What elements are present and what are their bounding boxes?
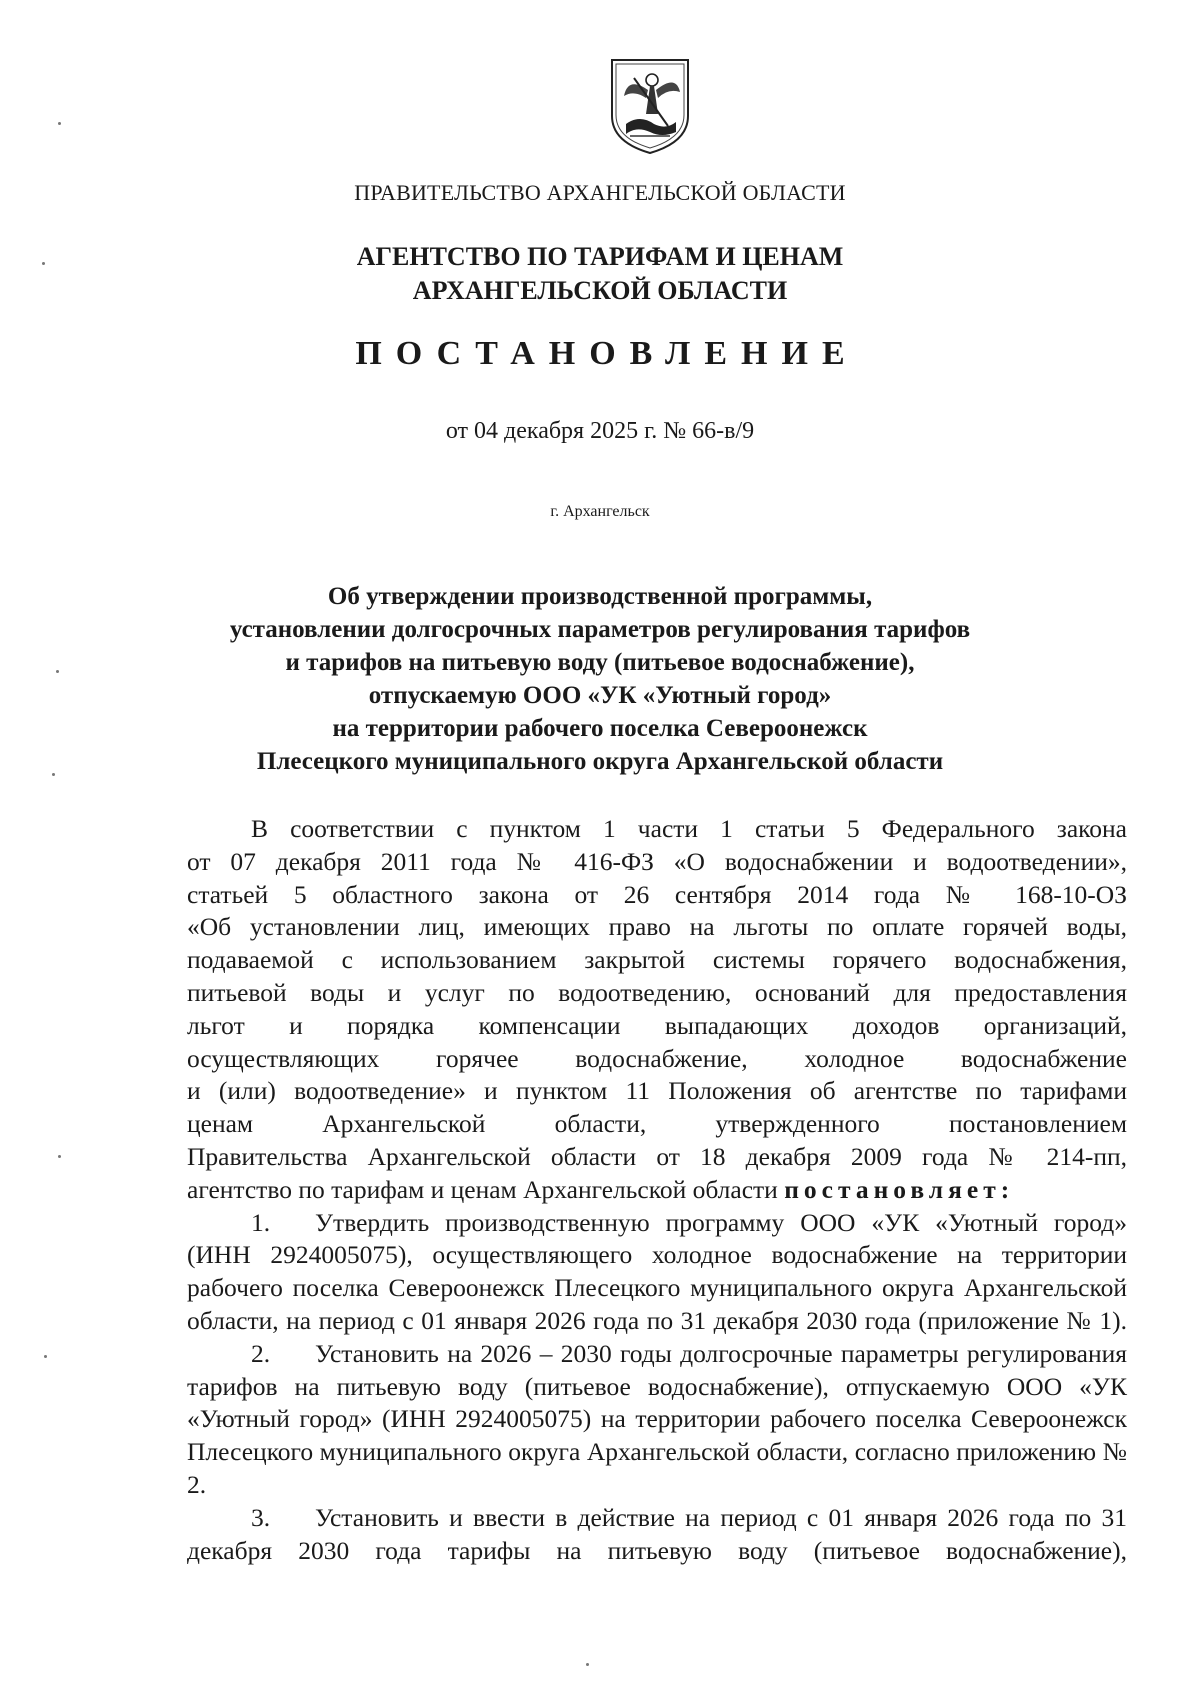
- document-date-number: от 04 декабря 2025 г. № 66-в/9: [445, 418, 755, 444]
- document-city: г. Архангельск: [550, 503, 650, 520]
- preamble-final-line: [187, 1174, 1127, 1207]
- document-body: [187, 813, 1127, 1567]
- document-type-title: ПОСТАНОВЛЕНИЕ: [355, 335, 859, 372]
- scan-speck: [52, 773, 55, 776]
- coat-of-arms-emblem: [606, 56, 694, 156]
- subject-line: и тарифов на питьевую воду (питьевое водоснабжение),: [285, 649, 915, 676]
- subject-line: Об утверждении производственной программы,: [327, 583, 873, 610]
- item-number: 3.: [251, 1502, 271, 1532]
- preamble-line: питьевой воды и услуг по водоотведению, оснований для предоставления: [187, 977, 1127, 1007]
- item-text: Установить на 2026 – 2030 годы долгосрочные параметры регулирования тарифов на питьевую воду (питьевое водоснабжение), отпускаемую ООО «УК «Уютный город» (ИНН 2924005075) на территории рабочего поселка Североонежск Плесецкого муниципального округа Архангельской области, согласно приложению № 2.: [187, 1338, 1127, 1499]
- preamble-line: льгот и порядка компенсации выпадающих доходов организаций,: [187, 1010, 1127, 1040]
- scan-speck: [58, 1155, 61, 1158]
- decree-item: [187, 1338, 1127, 1502]
- agency-name-line-1: АГЕНТСТВО ПО ТАРИФАМ И ЦЕНАМ: [356, 242, 844, 271]
- scan-speck: [586, 1663, 589, 1666]
- agency-name-line-2: АРХАНГЕЛЬСКОЙ ОБЛАСТИ: [412, 276, 788, 305]
- subject-line: на территории рабочего поселка Североонежск: [332, 715, 868, 742]
- document-subject: [0, 580, 1200, 778]
- scan-speck: [56, 670, 59, 673]
- agency-name: [0, 240, 1200, 308]
- item-number: 1.: [251, 1207, 271, 1237]
- preamble-line: В соответствии с пунктом 1 части 1 статьи 5 Федерального закона: [251, 814, 1127, 843]
- subject-line: установлении долгосрочных параметров регулирования тарифов: [229, 616, 971, 643]
- preamble-line: ценам Архангельской области, утвержденного постановлением: [187, 1109, 1127, 1139]
- preamble-line: и (или) водоотведение» и пунктом 11 Положения об агентстве по тарифами: [187, 1076, 1127, 1106]
- preamble-line: статьей 5 областного закона от 26 сентября 2014 года № 168-10-ОЗ: [187, 879, 1127, 909]
- decree-item: [187, 1502, 1127, 1568]
- item-text: Установить и ввести в действие на период с 01 января 2026 года по 31 декабря 2030 года тарифы на питьевую воду (питьевое водоснабжение),: [187, 1502, 1127, 1565]
- decree-item: [187, 1207, 1127, 1338]
- preamble-line: подаваемой с использованием закрытой системы горячего водоснабжения,: [187, 945, 1127, 975]
- scan-speck: [58, 122, 61, 125]
- subject-line: отпускаемую ООО «УК «Уютный город»: [368, 682, 832, 709]
- preamble-line: осуществляющих горячее водоснабжение, холодное водоснабжение: [187, 1043, 1127, 1073]
- item-number: 2.: [251, 1338, 271, 1368]
- item-text: Утвердить производственную программу ООО «УК «Уютный город» (ИНН 2924005075), осуществляющего холодное водоснабжение на территории рабочего поселка Североонежск Плесецкого муниципального округа Архангельской области, на период с 01 января 2026 года по 31 декабря 2030 года (приложение № 1).: [187, 1207, 1127, 1335]
- government-name: ПРАВИТЕЛЬСТВО АРХАНГЕЛЬСКОЙ ОБЛАСТИ: [354, 180, 846, 205]
- preamble-final-text: агентство по тарифам и ценам Архангельской области: [187, 1174, 785, 1204]
- preamble-line: от 07 декабря 2011 года № 416-ФЗ «О водоснабжении и водоотведении»,: [187, 846, 1127, 876]
- scan-speck: [42, 262, 45, 265]
- preamble-line: «Об установлении лиц, имеющих право на льготы по оплате горячей воды,: [187, 912, 1127, 942]
- scan-speck: [44, 1355, 47, 1358]
- subject-line: Плесецкого муниципального округа Архангельской области: [256, 748, 944, 775]
- preamble-line: Правительства Архангельской области от 18 декабря 2009 года № 214-пп,: [187, 1141, 1127, 1171]
- decree-word: постановляет:: [784, 1174, 1015, 1204]
